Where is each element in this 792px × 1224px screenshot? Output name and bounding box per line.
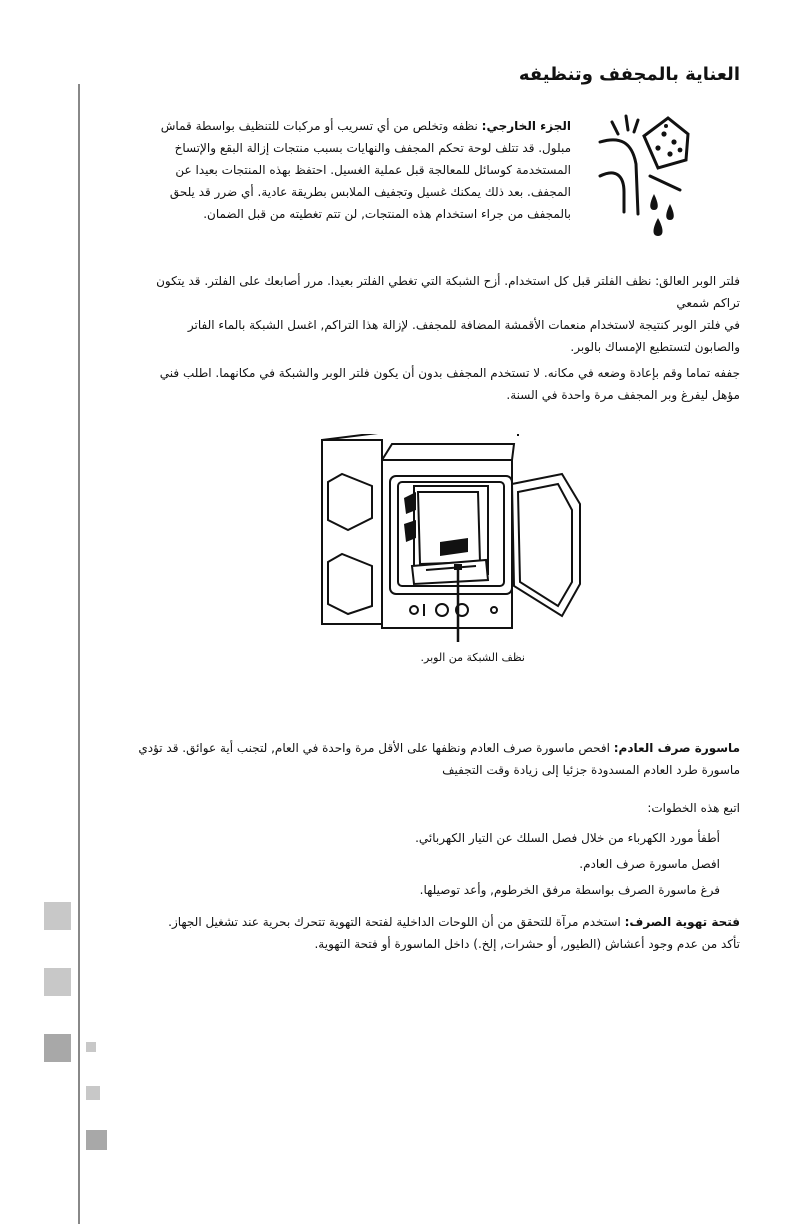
steps-list (300, 825, 740, 903)
margin-tab-1 (44, 902, 71, 930)
exhaust-section (130, 737, 740, 781)
lint-paragraph-1: فلتر الوبر العالق: نظف الفلتر قبل كل استخدام. أزح الشبكة التي تغطي الفلتر بعيدا. مرر أصابعك على الفلتر. قد يتكون تراكم شمعي (156, 274, 740, 310)
margin-tab-2 (44, 968, 71, 996)
margin-dot-3 (86, 1130, 107, 1150)
exterior-heading: الجزء الخارجي: (481, 119, 571, 133)
steps-intro: اتبع هذه الخطوات: (647, 801, 740, 815)
steps-section (300, 797, 740, 903)
lint-paragraph-2: في فلتر الوبر كنتيجة لاستخدام منعمات الأقمشة المضافة للمجفف. لإزالة هذا التراكم, اغسل الشبكة بالماء الفاتر والصابون لتستطيع الإمساك بالوبر. (187, 318, 740, 354)
lint-paragraph-3: جففه تماما وقم بإعادة وضعه في مكانه. لا تستخدم المجفف بدون أن يكون فلتر الوبر والشبكة في مكانهما. اطلب فني مؤهل ليفرغ وبر المجفف مرة واحدة في السنة. (159, 366, 740, 402)
page-title: العناية بالمجفف وتنظيفه (518, 64, 740, 85)
vent-text: استخدم مرآة للتحقق من أن اللوحات الداخلية لفتحة التهوية تتحرك بحرية عند تشغيل الجهاز. تأكد من عدم وجود أعشاش (الطيور, أو حشرات, إلخ.) داخل الماسورة أو فتحة التهوية. (168, 915, 740, 951)
exterior-text: نظفه وتخلص من أي تسريب أو مركبات للتنظيف بواسطة قماش مبلول. قد تتلف لوحة تحكم المجفف والنهايات بسبب منتجات إزالة البقع والإتساخ المستخدمة كوسائل للمعالجة قبل عملية الغسيل. احتفظ بهذه المنتجات بعيدا عن المجفف. بعد ذلك يمكنك غسيل وتجفيف الملابس بطريقة عادية. أي ضرر قد يلحق بالمجفف من جراء استخدام هذه المنتجات, لن تتم تغطيته من قبل الضمان. (160, 119, 571, 221)
exhaust-heading: ماسورة صرف العادم: (613, 741, 740, 755)
exterior-section (150, 115, 571, 225)
vent-heading: فتحة تهوية الصرف: (624, 915, 740, 929)
step-item: افصل ماسورة صرف العادم. (579, 857, 720, 871)
step-item: أطفأ مورد الكهرباء من خلال فصل السلك عن التيار الكهربائي. (415, 831, 720, 845)
margin-tab-3 (44, 1034, 71, 1062)
margin-line (78, 84, 80, 1224)
margin-dot-1 (86, 1042, 96, 1052)
figure-caption: نظف الشبكة من الوبر. (420, 651, 525, 664)
margin-dot-2 (86, 1086, 100, 1100)
exhaust-text: افحص ماسورة صرف العادم ونظفها على الأقل مرة واحدة في العام, لتجنب أية عوائق. قد تؤدي ماسورة طرد العادم المسدودة جزئيا إلى زيادة وقت التجفيف (138, 741, 740, 777)
lint-section (140, 270, 740, 406)
step-item: فرغ ماسورة الصرف بواسطة مرفق الخرطوم, وأعد توصيلها. (419, 883, 720, 897)
dryer-illustration (318, 434, 588, 656)
vent-section (150, 911, 740, 955)
cleaning-cloth-icon (592, 112, 692, 244)
